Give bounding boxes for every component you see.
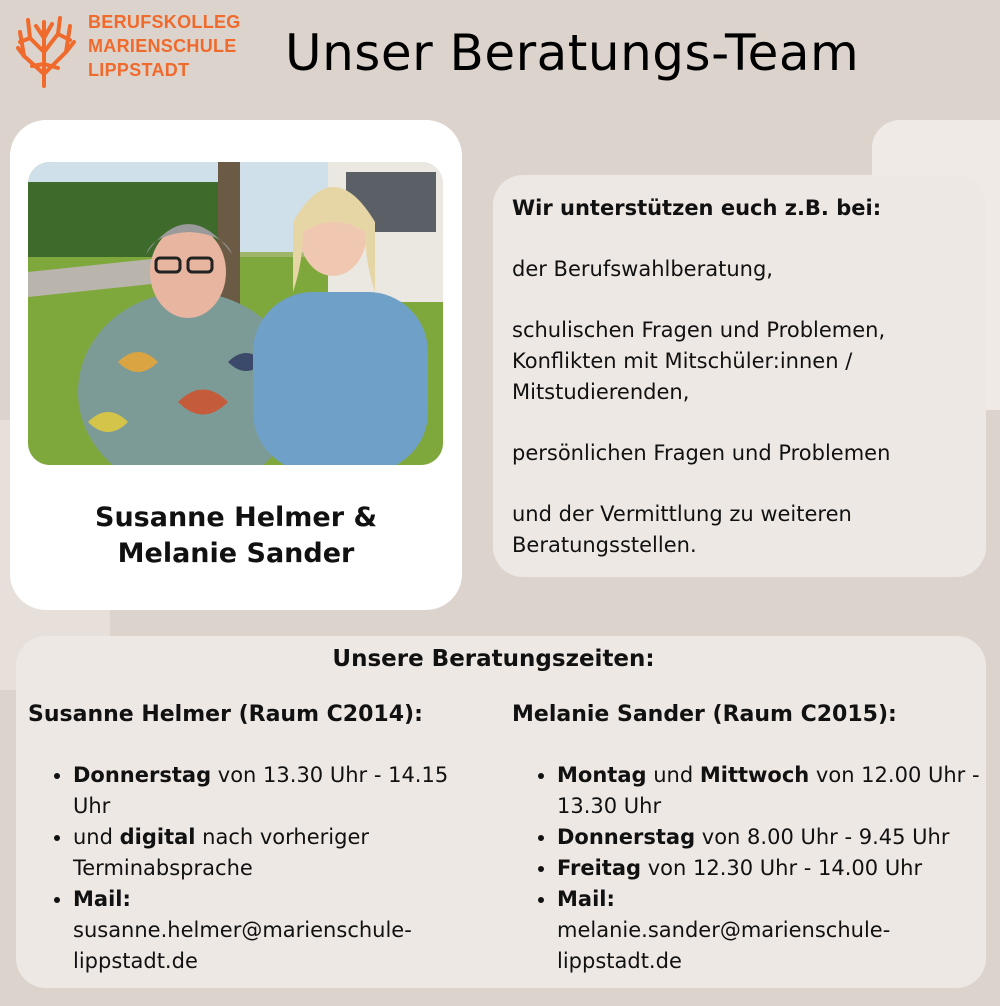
- list-item: [73, 760, 488, 822]
- name-line: Susanne Helmer &: [95, 502, 377, 533]
- item-text: nach vorheriger Terminabsprache: [73, 825, 370, 880]
- hours-column-sander: [512, 700, 982, 977]
- team-photo: [28, 162, 443, 465]
- day-label: Montag: [557, 763, 647, 787]
- day-label: Donnerstag: [73, 763, 212, 787]
- logo-line: MARIENSCHULE: [88, 36, 237, 56]
- support-item-line: Beratungsstellen.: [512, 533, 697, 557]
- support-item: persönlichen Fragen und Problemen: [512, 441, 891, 465]
- tree-logo-icon: [14, 12, 78, 88]
- support-item: [512, 315, 972, 408]
- hours-panel: [16, 636, 986, 988]
- hours-list: [512, 760, 982, 977]
- support-item-line: Mitstudierenden,: [512, 380, 690, 404]
- list-item: [557, 822, 982, 853]
- time-text: von 13.30 Uhr - 14.15 Uhr: [73, 763, 449, 818]
- item-text: und: [646, 763, 700, 787]
- support-item: [512, 499, 972, 561]
- name-line: Melanie Sander: [117, 538, 355, 569]
- support-panel: [493, 175, 986, 577]
- logo-line: LIPPSTADT: [88, 60, 190, 80]
- email-link[interactable]: melanie.sander@marienschule-lippstadt.de: [557, 918, 891, 973]
- list-item: [557, 884, 982, 977]
- list-item: [557, 853, 982, 884]
- list-item: [557, 760, 982, 822]
- column-heading: Susanne Helmer (Raum C2014):: [28, 702, 423, 727]
- support-item-line: schulischen Fragen und Problemen,: [512, 318, 886, 342]
- day-label: Freitag: [557, 856, 642, 880]
- support-heading: Wir unterstützen euch z.B. bei:: [512, 196, 882, 220]
- photo-illustration: [28, 162, 443, 465]
- day-label: Mittwoch: [699, 763, 810, 787]
- column-heading: Melanie Sander (Raum C2015):: [512, 702, 897, 727]
- hours-list: [28, 760, 488, 977]
- page-title: Unser Beratungs-Team: [285, 24, 860, 82]
- email-link[interactable]: susanne.helmer@marienschule-lippstadt.de: [73, 918, 412, 973]
- time-text: von 8.00 Uhr - 9.45 Uhr: [695, 825, 950, 849]
- list-item: [73, 884, 488, 977]
- time-text: von 12.30 Uhr - 14.00 Uhr: [641, 856, 923, 880]
- day-label: Donnerstag: [557, 825, 696, 849]
- school-logo: [14, 10, 254, 90]
- logo-text: [88, 10, 241, 82]
- item-bold: digital: [119, 825, 196, 849]
- item-text: und: [73, 825, 120, 849]
- list-item: [73, 822, 488, 884]
- mail-label: Mail:: [557, 887, 615, 911]
- support-item: der Berufswahlberatung,: [512, 257, 773, 281]
- hours-title: Unsere Beratungszeiten:: [332, 646, 655, 672]
- support-item-line: Konflikten mit Mitschüler:innen /: [512, 349, 853, 373]
- team-card: [10, 120, 462, 610]
- support-item-line: und der Vermittlung zu weiteren: [512, 502, 852, 526]
- hours-column-helmer: [28, 700, 488, 977]
- team-names: [10, 500, 462, 572]
- mail-label: Mail:: [73, 887, 131, 911]
- time-text: von 12.00 Uhr - 13.30 Uhr: [557, 763, 980, 818]
- logo-line: BERUFSKOLLEG: [88, 12, 241, 32]
